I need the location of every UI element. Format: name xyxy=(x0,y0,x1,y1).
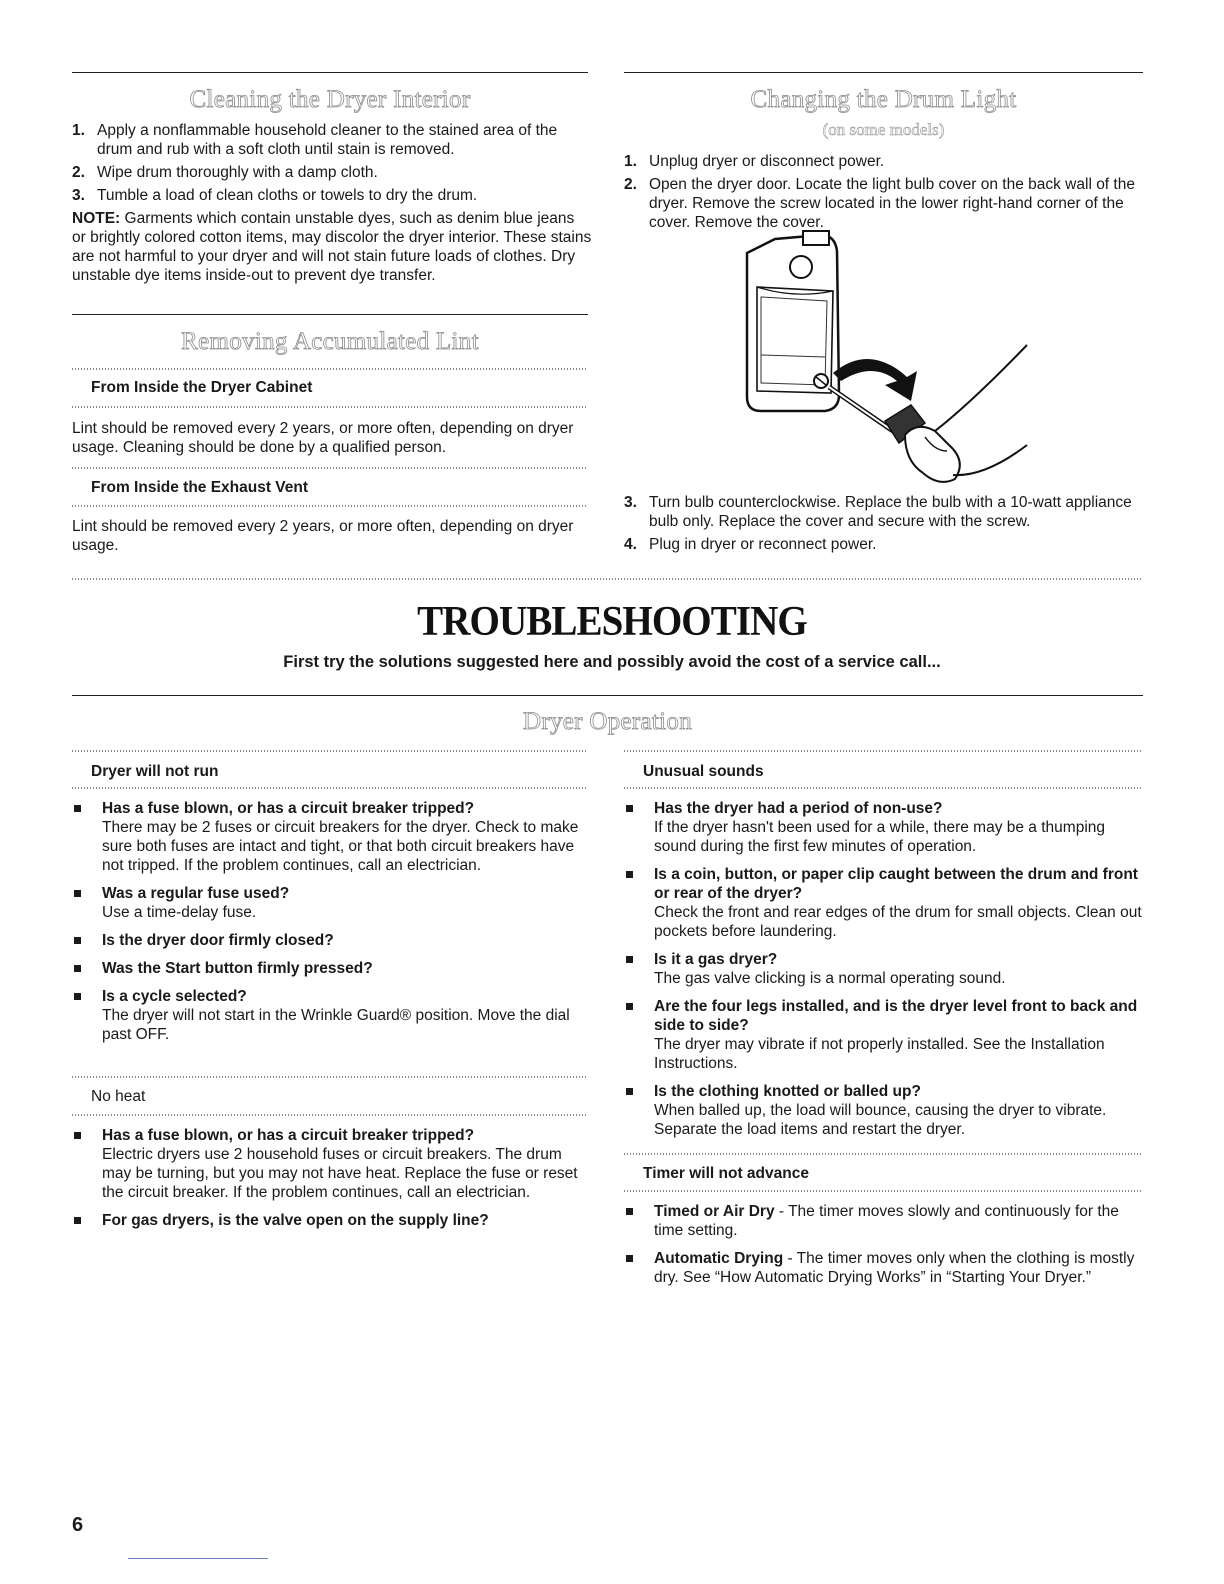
note-text: Garments which contain unstable dyes, such as denim blue jeans or brightly colored cotton items, may discolor the dryer interior. These stains are not harmful to your dryer and will not stain future loads of clothes. Dry unstable dye items inside-out to prevent dye transfer. xyxy=(72,210,592,284)
drum-steps-list-a xyxy=(624,152,1139,232)
dotted-rule xyxy=(624,1190,1143,1192)
troubleshoot-item xyxy=(72,1126,592,1202)
question: Are the four legs installed, and is the dryer level front to back and side to side? xyxy=(654,998,1138,1034)
troubleshoot-item xyxy=(624,1082,1143,1139)
answer: The gas valve clicking is a normal operating sound. xyxy=(654,970,1006,987)
step-text: Tumble a load of clean cloths or towels to dry the drum. xyxy=(97,187,478,204)
timer-item xyxy=(624,1202,1143,1240)
answer: If the dryer hasn't been used for a while, there may be a thumping sound during the first few minutes of operation. xyxy=(654,819,1105,855)
dotted-rule xyxy=(72,467,588,469)
timer-section xyxy=(624,1202,1143,1296)
timer-item-text: - The timer moves only when the clothing is mostly dry. See “How Automatic Drying Works” in “Starting Your Dryer.” xyxy=(654,1250,1135,1286)
question: Is a coin, button, or paper clip caught between the drum and front or rear of the dryer? xyxy=(654,866,1138,902)
step-number: 1. xyxy=(72,122,85,139)
troubleshoot-item xyxy=(72,1211,592,1230)
cabinet-heading: From Inside the Dryer Cabinet xyxy=(91,379,313,396)
step-text: Wipe drum thoroughly with a damp cloth. xyxy=(97,164,378,181)
step-item xyxy=(72,121,592,159)
step-text: Unplug dryer or disconnect power. xyxy=(649,153,885,170)
note-label: NOTE: xyxy=(72,210,121,227)
vent-text: Lint should be removed every 2 years, or more often, depending on dryer usage. xyxy=(72,518,574,554)
footer-rule xyxy=(128,1558,268,1559)
not-run-list xyxy=(72,799,592,1044)
answer: Electric dryers use 2 household fuses or circuit breakers. The drum may be turning, but you may not have heat. Replace the fuse or reset the circuit breaker. If the problem continues, call an electrician. xyxy=(102,1146,578,1201)
cleaning-title: Cleaning the Dryer Interior xyxy=(189,86,471,113)
troubleshooting-tagline: First try the solutions suggested here and possibly avoid the cost of a service call... xyxy=(283,653,941,671)
answer: The dryer may vibrate if not properly installed. See the Installation Instructions. xyxy=(654,1036,1105,1072)
step-item xyxy=(624,152,1139,171)
troubleshoot-item xyxy=(72,959,592,978)
step-number: 2. xyxy=(624,176,637,193)
dotted-rule xyxy=(72,750,588,752)
answer: Use a time-delay fuse. xyxy=(102,904,257,921)
unusual-list xyxy=(624,799,1143,1139)
step-number: 3. xyxy=(624,494,637,511)
troubleshoot-item xyxy=(624,799,1143,856)
lint-title: Removing Accumulated Lint xyxy=(181,328,479,355)
top-rule-right xyxy=(624,72,1143,73)
step-item xyxy=(624,175,1139,232)
step-number: 1. xyxy=(624,153,637,170)
operation-rule xyxy=(72,695,1143,696)
troubleshoot-item xyxy=(624,865,1143,941)
step-text: Plug in dryer or reconnect power. xyxy=(649,536,877,553)
dotted-rule xyxy=(624,750,1143,752)
answer: The dryer will not start in the Wrinkle Guard® position. Move the dial past OFF. xyxy=(102,1007,570,1043)
cleaning-note xyxy=(72,209,592,285)
dotted-rule xyxy=(72,406,588,408)
cleaning-steps-list xyxy=(72,121,592,205)
unusual-heading: Unusual sounds xyxy=(643,763,764,780)
dotted-rule xyxy=(72,787,588,789)
question: Has the dryer had a period of non-use? xyxy=(654,800,943,817)
page-number: 6 xyxy=(72,1514,84,1536)
answer: There may be 2 fuses or circuit breakers for the dryer. Check to make sure both fuses are intact and tight, or that both circuit breakers have not tripped. If the problem continues, call an electrician. xyxy=(102,819,579,874)
question: Was the Start button firmly pressed? xyxy=(102,960,373,977)
step-item xyxy=(624,493,1139,531)
step-text: Open the dryer door. Locate the light bulb cover on the back wall of the dryer. Remove the screw located in the lower right-hand corner of the cover. Remove the cover. xyxy=(649,176,1135,231)
step-item xyxy=(72,186,592,205)
dotted-rule xyxy=(72,368,588,370)
lint-rule xyxy=(72,314,588,315)
timer-item-label: Automatic Drying xyxy=(654,1250,784,1267)
dotted-rule xyxy=(72,1076,588,1078)
question: For gas dryers, is the valve open on the supply line? xyxy=(102,1212,489,1229)
step-number: 2. xyxy=(72,164,85,181)
step-text: Apply a nonflammable household cleaner to the stained area of the drum and rub with a soft cloth until stain is removed. xyxy=(97,122,558,158)
troubleshoot-item xyxy=(72,987,592,1044)
not-run-section xyxy=(72,799,592,1053)
cleaning-section xyxy=(72,121,592,285)
timer-item-text: - The timer moves slowly and continuously for the time setting. xyxy=(654,1203,1119,1239)
step-item xyxy=(624,535,1139,554)
bulb-cover-illustration xyxy=(735,225,1035,490)
question: Was a regular fuse used? xyxy=(102,885,290,902)
dotted-rule xyxy=(624,787,1143,789)
dotted-rule xyxy=(72,505,588,507)
troubleshooting-title: TROUBLESHOOTING xyxy=(417,599,807,645)
operation-title: Dryer Operation xyxy=(522,708,692,735)
no-heat-list xyxy=(72,1126,592,1230)
unusual-section xyxy=(624,799,1143,1148)
troubleshoot-item xyxy=(72,884,592,922)
question: Has a fuse blown, or has a circuit breaker tripped? xyxy=(102,800,475,817)
step-number: 4. xyxy=(624,536,637,553)
drum-light-title: Changing the Drum Light xyxy=(750,86,1017,113)
cabinet-text: Lint should be removed every 2 years, or more often, depending on dryer usage. Cleaning should be done by a qualified person. xyxy=(72,420,574,456)
step-text: Turn bulb counterclockwise. Replace the bulb with a 10-watt appliance bulb only. Replace the cover and secure with the screw. xyxy=(649,494,1132,530)
top-rule-left xyxy=(72,72,588,73)
not-run-heading: Dryer will not run xyxy=(91,763,219,780)
answer: When balled up, the load will bounce, causing the dryer to vibrate. Separate the load items and restart the dryer. xyxy=(654,1102,1107,1138)
troubleshoot-item xyxy=(72,931,592,950)
timer-heading: Timer will not advance xyxy=(643,1165,809,1182)
no-heat-section xyxy=(72,1126,592,1239)
dotted-rule xyxy=(72,1114,588,1116)
troubleshoot-item xyxy=(624,997,1143,1073)
question: Is the clothing knotted or balled up? xyxy=(654,1083,921,1100)
dotted-rule xyxy=(624,1153,1143,1155)
question: Is a cycle selected? xyxy=(102,988,247,1005)
drum-light-subtitle: (on some models) xyxy=(822,120,945,139)
drum-light-steps-b xyxy=(624,493,1139,558)
step-number: 3. xyxy=(72,187,85,204)
no-heat-heading: No heat xyxy=(91,1088,146,1105)
timer-item xyxy=(624,1249,1143,1287)
answer: Check the front and rear edges of the drum for small objects. Clean out pockets before laundering. xyxy=(654,904,1142,940)
troubleshoot-item xyxy=(72,799,592,875)
vent-heading: From Inside the Exhaust Vent xyxy=(91,479,309,496)
drum-steps-list-b xyxy=(624,493,1139,554)
dotted-rule-full xyxy=(72,578,1143,580)
timer-list xyxy=(624,1202,1143,1287)
drum-light-steps-a xyxy=(624,152,1139,236)
question: Is the dryer door firmly closed? xyxy=(102,932,334,949)
question: Has a fuse blown, or has a circuit breaker tripped? xyxy=(102,1127,475,1144)
timer-item-label: Timed or Air Dry xyxy=(654,1203,775,1220)
question: Is it a gas dryer? xyxy=(654,951,778,968)
troubleshoot-item xyxy=(624,950,1143,988)
step-item xyxy=(72,163,592,182)
